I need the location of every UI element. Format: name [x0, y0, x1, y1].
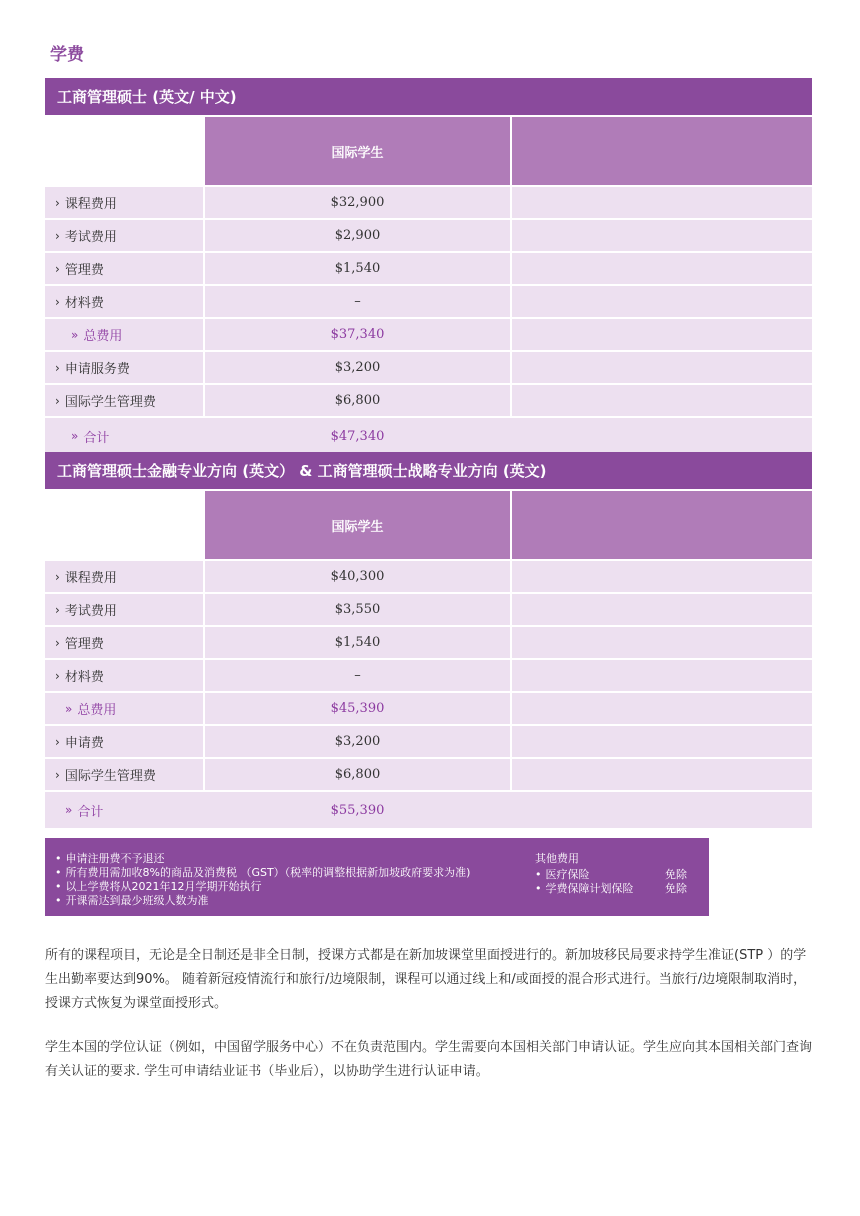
table-row: › 课程费用 $40,300 [45, 561, 812, 592]
notes-list [55, 852, 470, 908]
note-item: • 申请注册费不予退还 [55, 852, 470, 866]
table-row: › 考试费用 $2,900 [45, 220, 812, 251]
section-header: 工商管理硕士金融专业方向 (英文） & 工商管理硕士战略专业方向 (英文) [45, 452, 812, 489]
subtotal-row: » 总费用 $37,340 [45, 319, 812, 350]
double-chevron-right-icon: » [65, 701, 73, 716]
page-title: 学费 [50, 45, 84, 65]
double-chevron-right-icon: » [71, 327, 79, 342]
chevron-right-icon: › [55, 261, 60, 276]
table-row: › 国际学生管理费 $6,800 [45, 385, 812, 416]
table-row: › 国际学生管理费 $6,800 [45, 759, 812, 790]
note-item: • 所有费用需加收8%的商品及消费税 （GST）（税率的调整根据新加坡政府要求为准) [55, 866, 470, 880]
note-item: • 以上学费将从2021年12月学期开始执行 [55, 880, 470, 894]
table-row: › 管理费 $1,540 [45, 627, 812, 658]
subtotal-row: » 总费用 $45,390 [45, 693, 812, 724]
table-row: › 管理费 $1,540 [45, 253, 812, 284]
chevron-right-icon: › [55, 228, 60, 243]
other-fee-item: • 学费保障计划保险 免除 [535, 882, 687, 896]
double-chevron-right-icon: » [65, 803, 73, 817]
chevron-right-icon: › [55, 195, 60, 210]
table-row: › 申请费 $3,200 [45, 726, 812, 757]
chevron-right-icon: › [55, 734, 60, 749]
accreditation-paragraph: 学生本国的学位认证（例如，中国留学服务中心）不在负责范围内。学生需要向本国相关部门申请认证。学生应向其本国相关部门查询有关认证的要求. 学生可申请结业证书（毕业后），以协助学生进行认证申请。 [45, 1040, 813, 1079]
attendance-paragraph: 所有的课程项目，无论是全日制还是非全日制，授课方式都是在新加坡课堂里面授进行的。新加坡移民局要求持学生准证(STP ）的学生出勤率要达到90%。 随着新冠疫情流行和旅行/边境限制，课程可以通过线上和/或面授的混合形式进行。当旅行/边境限制取消时，授课方式恢复为课堂面授形式。 [45, 948, 807, 1011]
chevron-right-icon: › [55, 569, 60, 584]
other-fees [535, 852, 687, 896]
chevron-right-icon: › [55, 602, 60, 617]
chevron-right-icon: › [55, 635, 60, 650]
column-header: 国际学生 [205, 117, 510, 185]
chevron-right-icon: › [55, 393, 60, 408]
fee-section-mba [45, 78, 812, 454]
fee-section-mba-finance-strategy [45, 452, 812, 828]
notes-box [45, 838, 709, 916]
table-row: › 课程费用 $32,900 [45, 187, 812, 218]
table-head [45, 117, 812, 185]
total-row: » 合计 $55,390 [45, 792, 812, 828]
table-row: › 材料费 – [45, 286, 812, 317]
total-row: » 合计 $47,340 [45, 418, 812, 454]
column-header: 国际学生 [205, 491, 510, 559]
note-item: • 开课需达到最少班级人数为准 [55, 894, 470, 908]
section-header: 工商管理硕士 (英文/ 中文) [45, 78, 812, 115]
table-row: › 考试费用 $3,550 [45, 594, 812, 625]
table-row: › 申请服务费 $3,200 [45, 352, 812, 383]
other-fees-title: 其他费用 [535, 852, 579, 865]
double-chevron-right-icon: » [71, 429, 79, 443]
chevron-right-icon: › [55, 767, 60, 782]
table-head [45, 491, 812, 559]
chevron-right-icon: › [55, 668, 60, 683]
chevron-right-icon: › [55, 294, 60, 309]
other-fee-item: • 医疗保险 免除 [535, 868, 687, 882]
chevron-right-icon: › [55, 360, 60, 375]
table-row: › 材料费 – [45, 660, 812, 691]
